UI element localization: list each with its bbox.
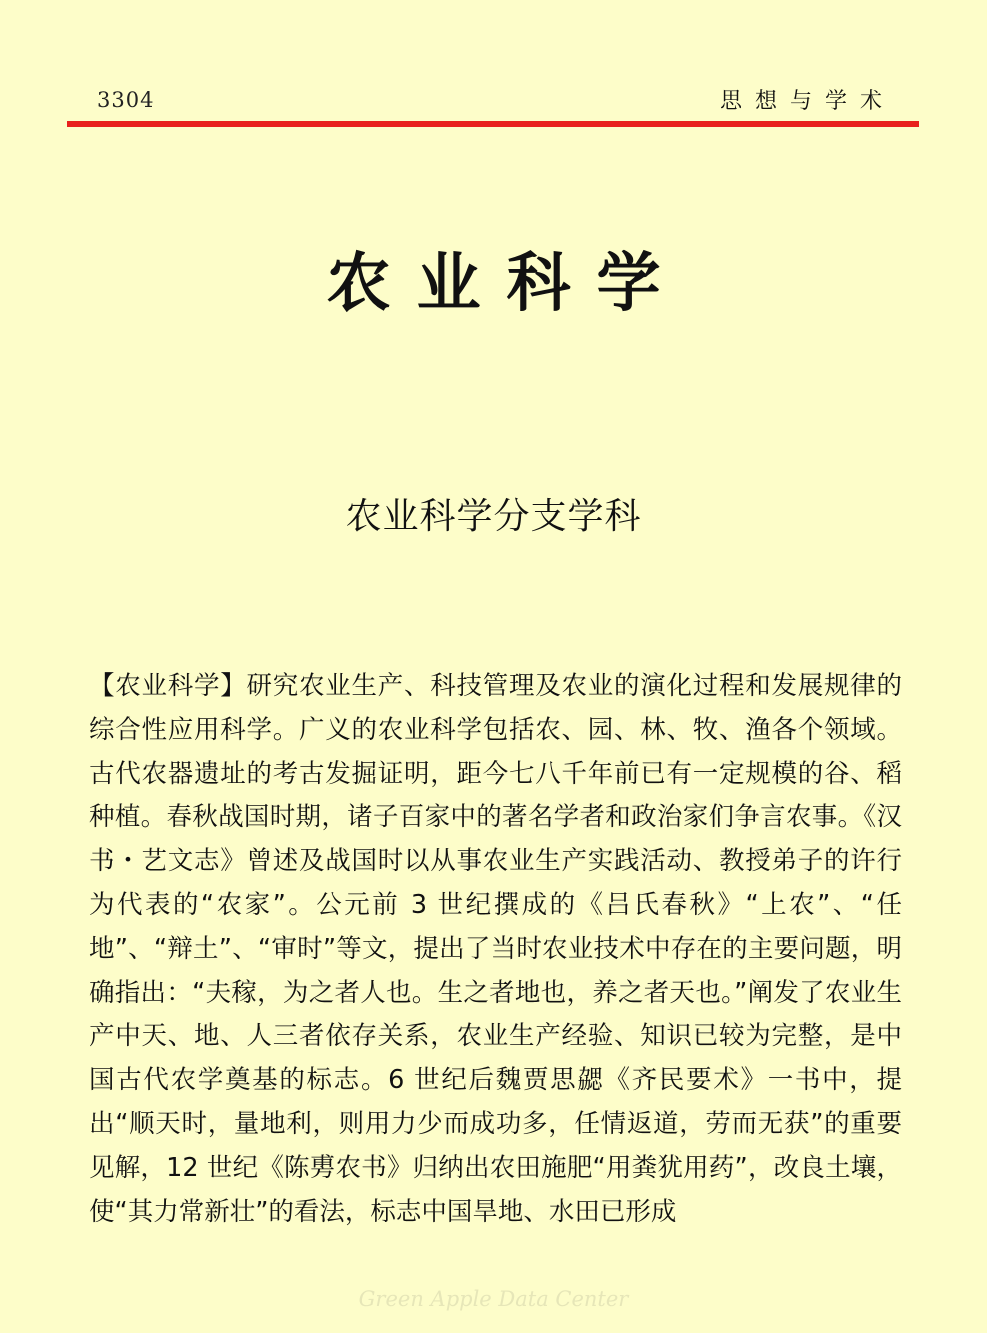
entry-text: 研究农业生产、科技管理及农业的演化过程和发展规律的综合性应用科学。广义的农业科学包括农、园、林、牧、渔各个领域。古代农器遗址的考古发掘证明，距今七八千年前已有一定规模的谷、稻种植。春秋战国时期，诸子百家中的著名学者和政治家们争言农事。《汉书・艺文志》曾述及战国时以从事农业生产实践活动、教授弟子的许行为代表的“农家”。公元前 3 世纪撰成的《吕氏春秋》“上农”、“任地”、“辩土”、“审时”等文，提出了当时农业技术中存在的主要问题，明确指出：“夫稼，为之者人也。生之者地也，养之者天也。”阐发了农业生产中天、地、人三者依存关系，农业生产经验、知识已较为完整，是中国古代农学奠基的标志。6 世纪后魏贾思勰《齐民要术》一书中，提出“顺天时，量地利，则用力少而成功多，任情返道，劳而无获”的重要见解，12 世纪《陈旉农书》归纳出农田施肥“用粪犹用药”，改良土壤，使“其力常新壮”的看法，标志中国旱地、水田已形成: [89, 671, 902, 1227]
header-rule: [67, 121, 919, 127]
chapter-title: 农业科学: [326, 247, 687, 321]
subtitle: 农业科学分支学科: [345, 496, 642, 537]
entry-term: 【农业科学】: [89, 671, 247, 701]
section-label: 思想与学术: [719, 89, 895, 114]
entry-paragraph: [89, 665, 902, 1234]
page-number: 3304: [97, 88, 155, 112]
watermark: Green Apple Data Center: [358, 1287, 629, 1311]
